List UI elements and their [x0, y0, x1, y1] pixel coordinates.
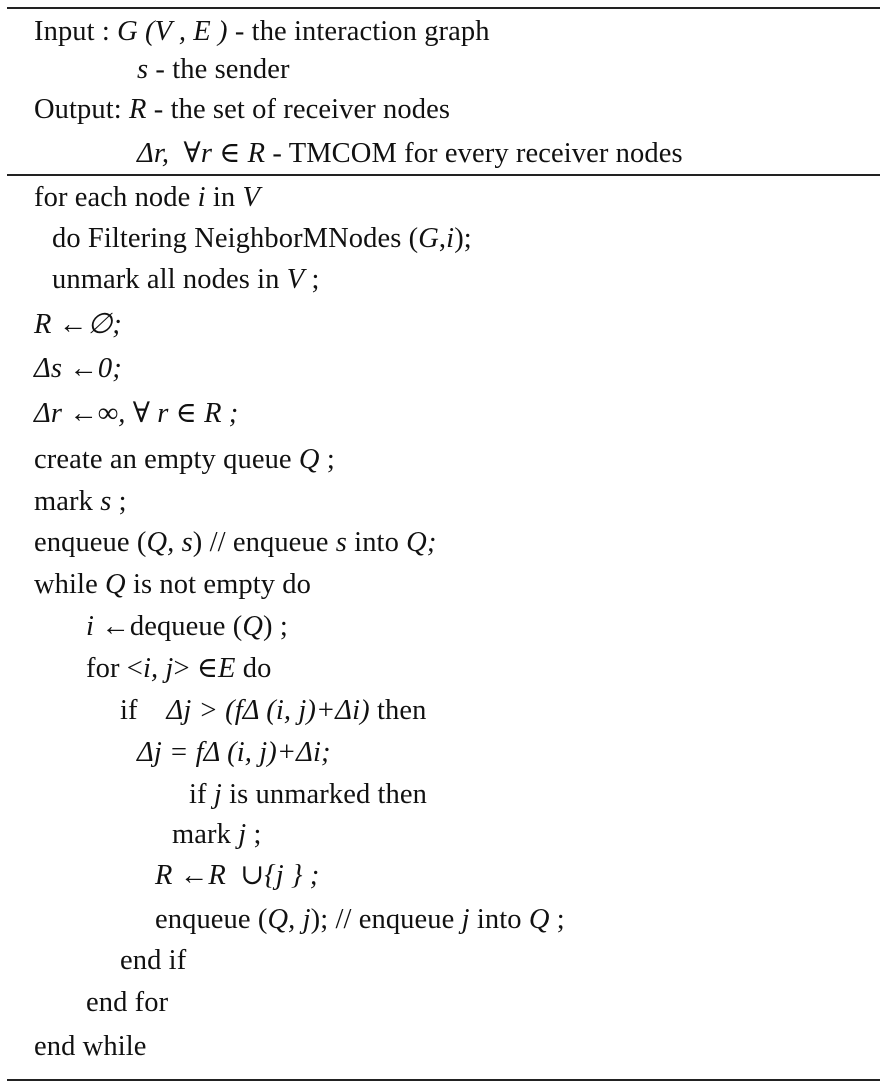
- code-var: s: [335, 527, 347, 558]
- output-desc: - the set of receiver nodes: [146, 94, 451, 125]
- code-text: if: [189, 779, 214, 810]
- code-text: into: [469, 904, 529, 935]
- sender-symbol: s: [137, 54, 149, 85]
- code-line-13: [120, 694, 426, 728]
- input-label: Input :: [34, 16, 118, 47]
- header-separator: [7, 174, 880, 176]
- code-text: for each node: [34, 182, 198, 213]
- code-text: enqueue (: [34, 527, 147, 558]
- sender-desc: - the sender: [148, 54, 290, 85]
- code-text: ;: [549, 904, 565, 935]
- code-text: is unmarked then: [221, 779, 427, 810]
- code-var: Q: [105, 569, 126, 600]
- code-var: E: [218, 653, 236, 684]
- code-line-21: [34, 1030, 147, 1064]
- code-text: ←dequeue (: [94, 611, 243, 642]
- code-text: then: [369, 695, 427, 726]
- code-line-2: [52, 222, 472, 256]
- code-var: j: [238, 819, 247, 850]
- code-text: mark: [172, 819, 239, 850]
- tmcom-symbol: Δr, ∀r ∈ R: [137, 138, 266, 169]
- code-line-11: [86, 610, 288, 644]
- code-line-19: [120, 944, 186, 978]
- code-line-3: [52, 263, 319, 297]
- code-line-1: [34, 181, 260, 215]
- code-line-8: [34, 485, 127, 519]
- code-text: ); // enqueue: [310, 904, 462, 935]
- code-line-7: [34, 443, 335, 477]
- code-text: if: [120, 695, 167, 726]
- code-text: unmark all nodes in: [52, 264, 287, 295]
- code-text: ;: [111, 486, 127, 517]
- code-text: do Filtering NeighborMNodes (: [52, 223, 419, 254]
- code-text: ,: [438, 223, 447, 254]
- code-line-12: [86, 652, 272, 686]
- code-math: Δj = fΔ (i, j)+Δi;: [137, 737, 331, 768]
- code-line-4: [34, 308, 122, 342]
- code-text: ) // enqueue: [192, 527, 336, 558]
- code-text: in: [205, 182, 243, 213]
- sender-line: [137, 53, 290, 87]
- code-var: V: [242, 182, 260, 213]
- code-math: Δr ←∞, ∀ r ∈ R ;: [34, 398, 239, 429]
- tmcom-line: [137, 137, 683, 171]
- code-var: Q, s: [146, 527, 193, 558]
- code-var: V: [286, 264, 305, 295]
- code-line-6: [34, 397, 238, 431]
- code-text: > ∈: [173, 653, 219, 684]
- code-line-9: [34, 526, 436, 560]
- code-text: end for: [86, 987, 169, 1018]
- code-text: ;: [304, 264, 320, 295]
- code-var: i: [86, 611, 95, 642]
- top-rule: [7, 7, 880, 9]
- code-text: mark: [34, 486, 101, 517]
- output-line: [34, 93, 450, 127]
- code-text: ;: [246, 819, 262, 850]
- code-text: into: [346, 527, 407, 558]
- code-var: G: [418, 223, 439, 254]
- code-text: ;: [319, 444, 335, 475]
- code-var: i: [446, 223, 455, 254]
- code-var: j: [461, 904, 470, 935]
- input-line: [34, 15, 490, 49]
- code-text: for <: [86, 653, 143, 684]
- code-var: s: [100, 486, 112, 517]
- code-math: R ←R ∪{j } ;: [155, 860, 320, 891]
- code-var: Q: [528, 904, 550, 935]
- code-line-20: [86, 986, 168, 1020]
- input-graph: G (V , E ): [117, 16, 228, 47]
- code-math: Δj > (fΔ (i, j)+Δi): [166, 695, 370, 726]
- code-var: Q: [242, 611, 264, 642]
- tmcom-desc: - TMCOM for every receiver nodes: [265, 138, 683, 169]
- code-var: Q: [298, 444, 320, 475]
- code-text: do: [235, 653, 272, 684]
- code-var: Q, j: [267, 904, 311, 935]
- code-text: create an empty queue: [34, 444, 299, 475]
- code-text: enqueue (: [155, 904, 268, 935]
- code-text: is not empty do: [125, 569, 311, 600]
- code-text: end if: [120, 945, 187, 976]
- code-text: while: [34, 569, 106, 600]
- code-line-5: [34, 352, 122, 386]
- code-line-18: [155, 903, 565, 937]
- code-var: i, j: [142, 653, 174, 684]
- bottom-rule: [7, 1079, 880, 1081]
- code-line-17: [155, 859, 319, 893]
- code-math: Δs ←0;: [34, 353, 122, 384]
- output-symbol: R: [129, 94, 147, 125]
- code-var: i: [197, 182, 206, 213]
- code-var: j: [213, 779, 222, 810]
- code-text: );: [454, 223, 472, 254]
- code-line-16: [172, 818, 261, 852]
- code-var: Q;: [406, 527, 437, 558]
- output-label: Output:: [34, 94, 130, 125]
- code-text: ) ;: [263, 611, 288, 642]
- code-text: end while: [34, 1031, 147, 1062]
- code-line-14: [137, 736, 331, 770]
- code-math: R ←∅;: [34, 309, 122, 340]
- input-desc: - the interaction graph: [227, 16, 490, 47]
- code-line-15: [189, 778, 427, 812]
- code-line-10: [34, 568, 311, 602]
